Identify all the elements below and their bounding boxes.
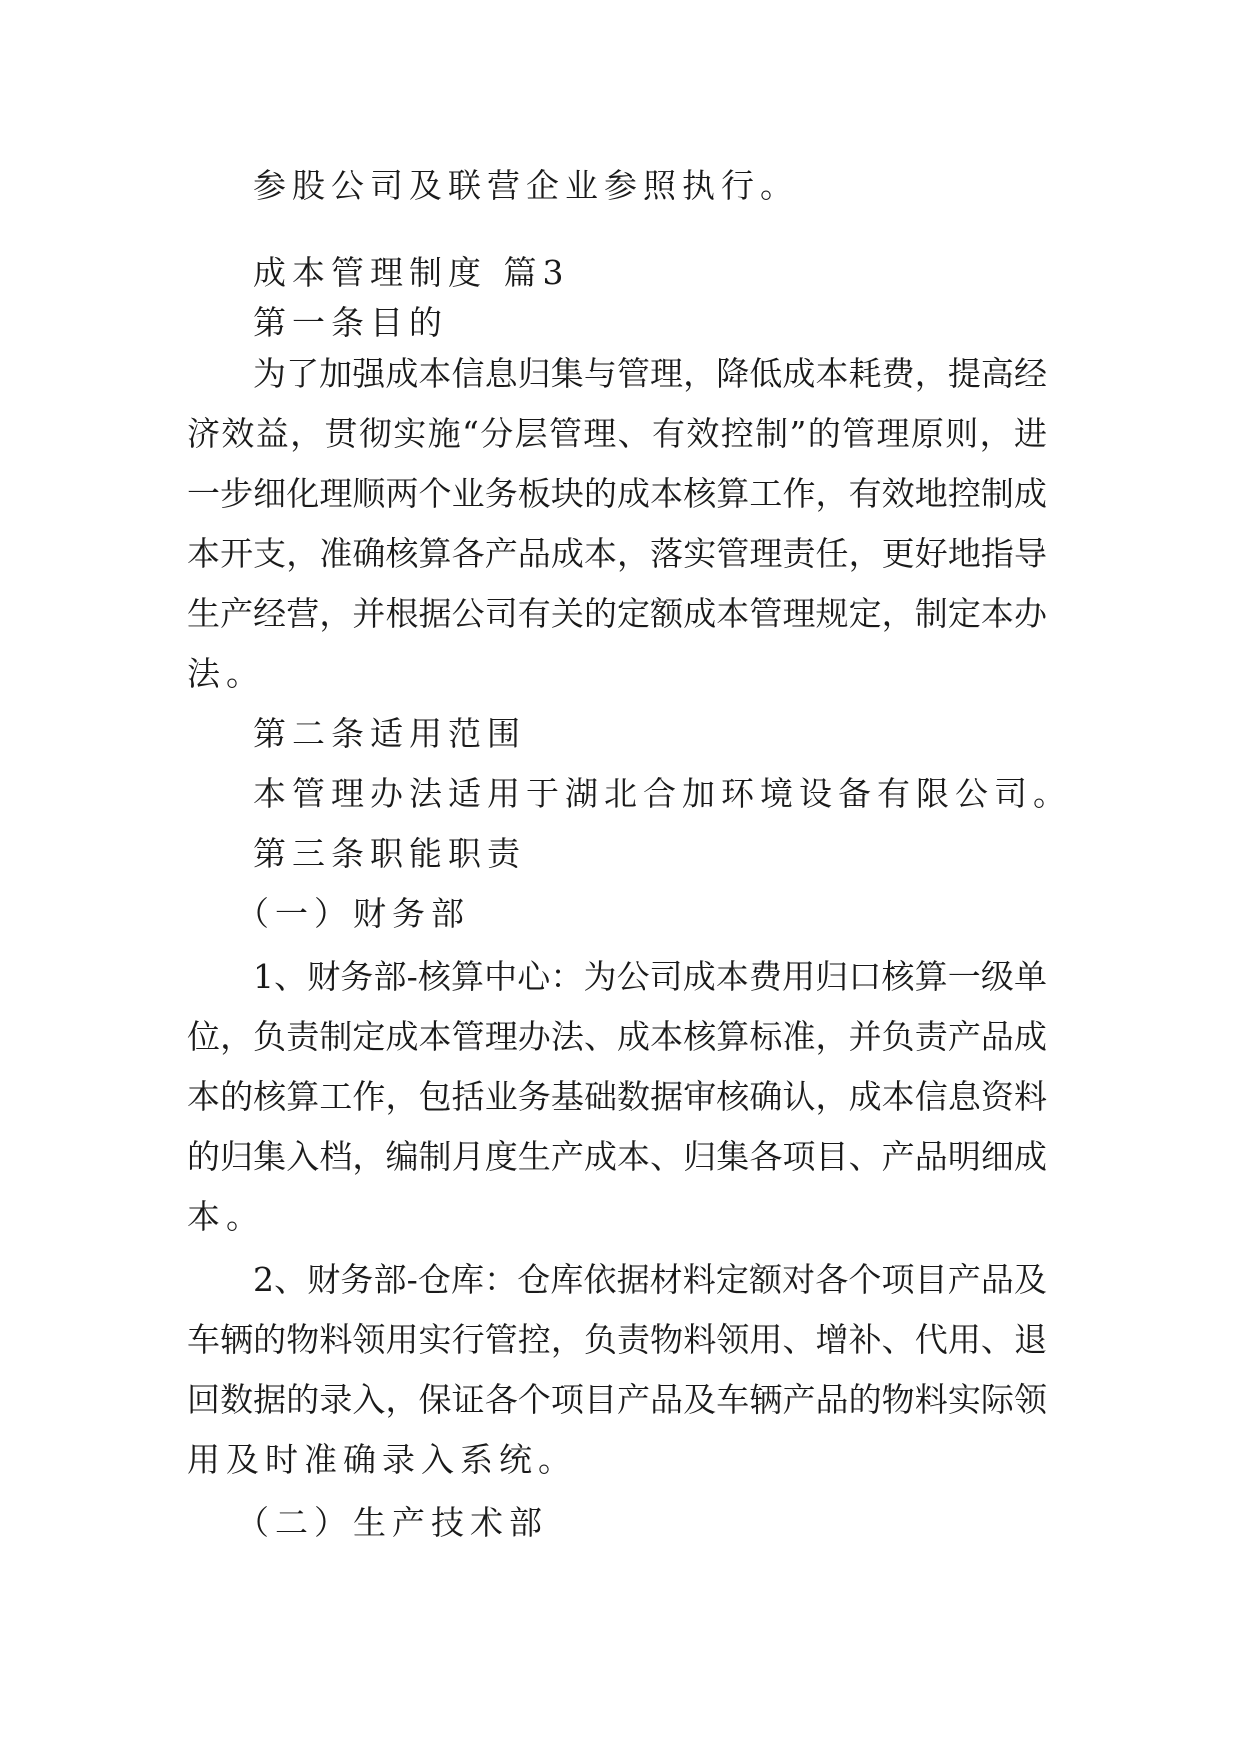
paragraph-line: 本管理办法适用于湖北合加环境设备有限公司。 (253, 774, 1072, 813)
paragraph-line: 本开支，准确核算各产品成本，落实管理责任，更好地指导 (187, 534, 1047, 573)
article-heading: 第一条目的 (253, 303, 448, 342)
paragraph-line: 生产经营，并根据公司有关的定额成本管理规定，制定本办 (187, 594, 1047, 633)
article-heading: 第三条职能职责 (253, 834, 526, 873)
paragraph-line: 为了加强成本信息归集与管理，降低成本耗费，提高经 (253, 354, 1047, 393)
paragraph-line: 车辆的物料领用实行管控，负责物料领用、增补、代用、退 (187, 1320, 1047, 1359)
section-title: 成本管理制度 篇3 (253, 253, 570, 292)
paragraph-line: 位，负责制定成本管理办法、成本核算标准，并负责产品成 (187, 1017, 1047, 1056)
paragraph-line: 参股公司及联营企业参照执行。 (253, 166, 799, 205)
paragraph-line: 用及时准确录入系统。 (187, 1440, 577, 1479)
paragraph-line: 本。 (187, 1197, 265, 1236)
paragraph-line: 回数据的录入，保证各个项目产品及车辆产品的物料实际领 (187, 1380, 1047, 1419)
paragraph-line: 的归集入档，编制月度生产成本、归集各项目、产品明细成 (187, 1137, 1047, 1176)
paragraph-line: 济效益，贯彻实施“分层管理、有效控制”的管理原则，进 (187, 414, 1047, 453)
article-heading: 第二条适用范围 (253, 714, 526, 753)
paragraph-line: 2、财务部-仓库：仓库依据材料定额对各个项目产品及 (253, 1260, 1047, 1299)
subsection-heading: （一）财务部 (236, 894, 470, 933)
paragraph-line: 本的核算工作，包括业务基础数据审核确认，成本信息资料 (187, 1077, 1047, 1116)
subsection-heading: （二）生产技术部 (236, 1503, 548, 1542)
paragraph-line: 法。 (187, 654, 265, 693)
paragraph-line: 1、财务部-核算中心：为公司成本费用归口核算一级单 (253, 957, 1047, 996)
paragraph-line: 一步细化理顺两个业务板块的成本核算工作，有效地控制成 (187, 474, 1047, 513)
